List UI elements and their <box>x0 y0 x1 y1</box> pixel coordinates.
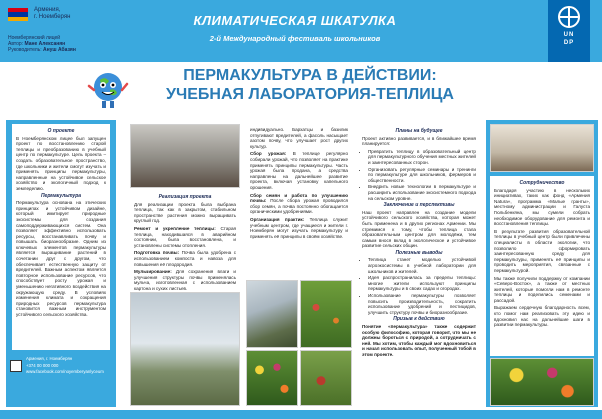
plans-panel <box>358 124 480 406</box>
implementation-item: Мульчирование: Для сохранения влаги и улучшения структуры почвы применялась мульча, изготовленная с использованием картона и сухих листьев. <box>134 269 236 291</box>
perma-heading: Пермакультура <box>40 192 82 199</box>
photo-classroom <box>490 124 594 172</box>
call-text: Понятие «пермакультура» также содержит особую философию, которая говорит, что мы не должны бороться с природой, а сотрудничать с ней. Мы хотим, чтобы каждый мог вдохновиться и начал использовать опыт, полученный тобой в этом проекте. <box>362 324 476 357</box>
supervisor-label: Руководитель: <box>8 47 42 53</box>
implementation-cont-intro: индивидуально. Бархатцы и базилик отпугивают вредителей, а фасоль насыщает азотом почву, что улучшает рост других культур. <box>250 127 348 149</box>
school-name: Ноемберянский лицей <box>8 35 61 41</box>
practice-item: Сбор урожая: В теплице регулярно собирали урожай, что позволяет на практике применять принципы пермакультуры. Часть урожая была продана, а средства направлены на дальнейшее развитие проекта, включая установку капельного орошения. <box>250 151 349 190</box>
photo-seedlings <box>300 280 352 348</box>
photo-flowers <box>246 350 298 406</box>
implementation-item: Подготовка почвы: Почва была удобрена с использованием компоста и навоза для повышения её плодородия. <box>134 250 236 267</box>
results-item: • Использование пермакультуры позволяет повысить производительность, сократить использование удобрений и пестицидов, улучшить структуру почвы и биоразнообразие. <box>368 293 476 315</box>
contact-phone: +374 00 000 000 <box>26 362 59 368</box>
header-band <box>0 0 602 62</box>
undp-logo <box>548 0 590 62</box>
practice-item: Организация практик: Теплица служит учебным центром, где учащиеся и жители г. Ноемберян могут изучать пермакультуру и применять её принципы в своём хозяйстве. <box>250 216 349 239</box>
contact-address: Армения, г. Ноемберян <box>26 356 73 361</box>
qr-code-icon <box>10 360 22 372</box>
supervisor-line <box>8 47 76 53</box>
implementation-panel <box>130 190 240 291</box>
implementation-cont-panel <box>246 124 352 276</box>
thanks-text: Выражаем сердечную благодарность всем, кто помог нам реализовать эту идею и вдохновил нас на дальнейшие шаги в развитии пермакультуры. <box>494 305 590 328</box>
about-panel <box>12 124 110 350</box>
festival-title: КЛИМАТИЧЕСКАЯ ШКАТУЛКА <box>193 13 397 28</box>
conclusion-heading: Заключение и перспективы <box>383 202 455 209</box>
results-heading: Полезные выводы <box>395 249 443 256</box>
country: Армения, <box>34 7 61 13</box>
festival-subtitle: 2-й Международный фестиваль школьников <box>209 34 381 43</box>
results-list <box>362 257 476 315</box>
results-item: • Идея распространилась за пределы теплицы: многие жители используют принципы пермакультуры и в своих садах и огородах. <box>368 275 476 292</box>
earth-mascot-icon <box>86 70 130 110</box>
conclusion-text: Наш проект направлен на создание модели устойчивого сельского хозяйства, которая может быть применена и в других регионах Армении. Мы стремимся к тому, чтобы теплица стала образовательным центром для молодёжи, тем самым внося вклад в экологическое и устойчивое развитие сельских общин. <box>362 209 476 249</box>
plans-list <box>362 149 476 201</box>
about-heading: О проекте <box>47 128 75 134</box>
location <box>34 7 70 21</box>
practice-item: Сбор семян и работа по улучшению почвы: После сбора урожая проводился сбор семян, а почва постоянно обогащается органическими удобрениями. <box>250 192 348 215</box>
collaboration-text: Благодаря участию в нескольких инициативах, таких как фонд «Армения Natura», программа «Малые гранты», местному администрации и Галуста Гюльбенкяна, мы сумели собрать необходимое оборудование для ремонта и восстановления теплицы. <box>494 187 590 227</box>
contact-info <box>26 356 104 376</box>
authors <box>8 35 76 53</box>
implementation-heading: Реализация проекта <box>158 194 212 200</box>
plans-intro: Проект активно развивается, и в ближайшее время планируется: <box>362 135 476 147</box>
implementation-item: Ремонт и укрепление теплицы: Старая теплица, находившаяся в аварийном состоянии, была восстановлена, и установлены системы отопления. <box>134 225 236 248</box>
about-text: В Ноемберянском лицее был запущен проект по восстановлению старой теплицы и преобразованию в учебный центр по пермакультуре. Цель проекта – создать образовательное пространство, где школьники и жители смогут изучать и применять принципы пермакультуры, направленные на устойчивое сельское хозяйство и экологичный подход к земледелию. <box>16 135 106 191</box>
collaboration-text-2: В результате развития образовательной теплицы в учебный центр были привлечены специалисты в области экологии, что позволило сформировать заинтересованную среду для пермакультуры, применять её принципы и проводить мероприятия, связанные с пермакультурой. <box>494 228 590 273</box>
undp-letters: UN DP <box>563 32 575 46</box>
plans-heading: Планы на будущее <box>395 128 443 134</box>
author-name: Мане Алексанян <box>24 41 66 47</box>
photo-greenhouse-interior <box>130 292 240 406</box>
footer-band <box>0 410 602 419</box>
supervisor-name: Ануш Абазян <box>43 47 76 53</box>
armenia-flag-icon <box>8 8 28 21</box>
collaboration-text-3: Мы также получили поддержку от компании «Северо-Восток», а также от местных жителей, которые помогли нам в ремонте теплицы и поделились семенами и рассадой. <box>494 275 590 303</box>
city: г. Ноемберян <box>34 14 71 20</box>
contact-web: www.facebook.com/noyemberyanlyceum <box>26 369 104 374</box>
call-heading: Призыв к действию <box>393 316 445 323</box>
photo-vegetables <box>300 350 352 406</box>
plans-item: • Внедрить новые технологии в пермакультуре и расширить использование экосистемного подхода на сельском уровне. <box>368 184 476 201</box>
flag-stripe-orange <box>8 17 28 21</box>
plans-item: • Превратить теплицу в образовательный центр для пермакультурного обучения местных жителей и заинтересованных сторон. <box>368 149 476 166</box>
main-title-line-1: ПЕРМАКУЛЬТУРА В ДЕЙСТВИИ: <box>183 67 437 84</box>
collaboration-heading: Сотрудничество <box>519 180 565 186</box>
photo-greenhouse-roof <box>246 280 298 348</box>
main-title-line-2: УЧЕБНАЯ ЛАБОРАТОРИЯ-ТЕПЛИЦА <box>166 86 454 103</box>
implementation-intro: Для реализации проекта была выбрана теплица, так как в закрытом, стабильном пространстве растения можно выращивать круглый год. <box>134 201 236 224</box>
collaboration-panel <box>490 176 594 356</box>
author-label: Автор: <box>8 41 24 47</box>
photo-garden <box>490 358 594 406</box>
photo-volunteers <box>130 124 240 188</box>
un-globe-icon <box>558 6 580 28</box>
perma-text: Пермакультура основана на этических принципах и устойчивом дизайне, который имитирует природные экосистемы для создания самоподдерживающихся систем. Она позволяет эффективно использовать ресурсы, восстанавливать почву и повышать биоразнообразие. Одним из ключевых элементов пермакультуры является выращивание растений в сочетании друг с другом, что обеспечивает естественную защиту от вредителей. Важным аспектом является повторное использование ресурсов, что способствует росту урожая и уменьшению негативного воздействия на окружающую среду. В условиях изменения климата и сокращения природных ресурсов пермакультура становится важным инструментом устойчивого сельского хозяйства. <box>16 200 106 317</box>
results-item: • Теплица станет моделью устойчивой агроэкосистемы в учебной лаборатории для школьников и жителей. <box>368 257 476 274</box>
plans-item: • Организовать регулярные семинары и тренинги по пермакультуре для школьников, фермеров и общественности. <box>368 167 476 184</box>
main-title <box>150 66 470 104</box>
